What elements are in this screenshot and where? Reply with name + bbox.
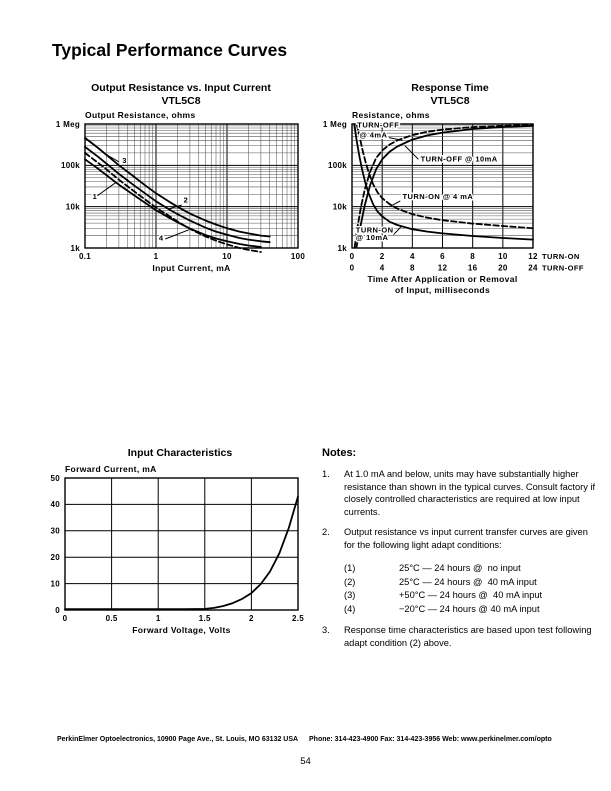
curve-label: @ 4mA bbox=[359, 130, 388, 140]
x-tick-label: 10 bbox=[222, 252, 232, 261]
x-tick-label: 10 bbox=[498, 252, 508, 261]
x-tick-label: 8 bbox=[470, 252, 476, 261]
x-tick-label: 1 bbox=[155, 614, 161, 623]
note-sub bbox=[344, 562, 598, 616]
adapt-condition-number: (4) bbox=[344, 603, 356, 614]
plot-border bbox=[65, 478, 298, 610]
x-tick-label: 0.5 bbox=[105, 614, 118, 623]
y-axis-header: Resistance, ohms bbox=[352, 110, 430, 120]
x-tick-label: 4 bbox=[409, 252, 415, 261]
curve-label: TURN-ON bbox=[355, 225, 394, 235]
x-axis-row-caption: TURN-ON bbox=[542, 252, 580, 261]
y-tick-label: 10 bbox=[50, 579, 60, 589]
x-tick-label: 0.1 bbox=[78, 252, 92, 261]
y-tick-label: 50 bbox=[50, 473, 60, 483]
x-tick-label: 100 bbox=[290, 252, 306, 261]
note-body bbox=[344, 624, 598, 649]
x-tick-label: 0 bbox=[62, 614, 68, 623]
x-tick-label: 20 bbox=[498, 263, 508, 273]
footer-contact: Phone: 314-423-4900 Fax: 314-423-3956 Web: www.perkinelmer.com/opto bbox=[309, 736, 552, 743]
adapt-condition-text: 25°C — 24 hours @ no input bbox=[399, 563, 521, 574]
note-num: 1. bbox=[322, 469, 330, 479]
y-tick-label: 100k bbox=[61, 161, 80, 171]
chart-input-characteristics-titles bbox=[50, 447, 310, 460]
x-tick-label: 2 bbox=[249, 614, 254, 623]
y-tick-label: 1 Meg bbox=[55, 119, 80, 129]
y-tick-label: 40 bbox=[50, 500, 60, 510]
curve-label: TURN-OFF @ 10mA bbox=[420, 154, 498, 164]
curve-label: @ 10mA bbox=[355, 232, 389, 242]
curve-turn-on-4-ma bbox=[357, 124, 533, 228]
chart-title: Output Resistance vs. Input Current bbox=[91, 82, 271, 94]
adapt-condition-number: (2) bbox=[344, 576, 356, 587]
curve-label: 2 bbox=[183, 195, 189, 205]
note-item bbox=[322, 468, 598, 518]
note-num: 3. bbox=[322, 625, 330, 636]
x-tick-label: 0 bbox=[349, 252, 355, 261]
x-axis-title: of Input, milliseconds bbox=[394, 285, 491, 295]
chart-subtitle: VTL5C8 bbox=[430, 95, 470, 108]
y-axis-header: Forward Current, mA bbox=[65, 464, 157, 474]
x-tick-label: 12 bbox=[437, 263, 448, 273]
note-num: 2. bbox=[322, 527, 330, 538]
y-axis-header: Output Resistance, ohms bbox=[85, 110, 196, 120]
label-leader-line bbox=[165, 230, 189, 239]
adapt-condition-text: +50°C — 24 hours @ 40 mA input bbox=[399, 590, 543, 601]
chart-response-time-titles bbox=[330, 82, 570, 108]
y-tick-label: 30 bbox=[50, 526, 60, 536]
x-tick-label: 16 bbox=[467, 263, 478, 273]
adapt-condition-text: −20°C — 24 hours @ 40 mA input bbox=[399, 603, 540, 614]
input-characteristics-chart bbox=[50, 461, 310, 641]
curve-label: 3 bbox=[122, 155, 127, 165]
note-body bbox=[344, 468, 598, 518]
chart-title: Input Characteristics bbox=[127, 447, 233, 459]
chart-output-resistance-titles bbox=[50, 82, 312, 108]
page-number: 54 bbox=[300, 756, 311, 767]
adapt-condition-row bbox=[344, 562, 598, 575]
label-leader-line bbox=[405, 146, 419, 160]
note-item bbox=[322, 526, 598, 616]
label-leader-line bbox=[391, 201, 400, 206]
x-tick-label: 1.5 bbox=[198, 614, 211, 623]
x-tick-label: 24 bbox=[528, 263, 538, 273]
note-text: Output resistance vs input current transfer curves are given for the following light adapt conditions: bbox=[344, 527, 588, 550]
note-text: At 1.0 mA and below, units may have substantially higher resistance than shown in the typical curves. Consult factory if closely controlled characteristics are required at low input currents. bbox=[344, 469, 596, 517]
adapt-condition-number: (3) bbox=[344, 590, 356, 601]
page-title: Typical Performance Curves bbox=[52, 39, 288, 60]
notes-section bbox=[322, 447, 598, 657]
x-tick-label: 0 bbox=[349, 263, 355, 273]
curve-label: TURN-ON @ 4 mA bbox=[402, 191, 474, 201]
response-time-chart bbox=[322, 108, 611, 300]
chart-subtitle: VTL5C8 bbox=[161, 95, 201, 108]
x-axis-title: Time After Application or Removal bbox=[367, 274, 518, 284]
adapt-condition-number: (1) bbox=[344, 563, 356, 574]
chart-title: Response Time bbox=[411, 82, 489, 94]
curve-label: 4 bbox=[158, 233, 164, 243]
adapt-condition-text: 25°C — 24 hours @ 40 mA input bbox=[399, 576, 537, 587]
x-tick-label: 1 bbox=[153, 252, 159, 261]
y-tick-label: 1 Meg bbox=[322, 119, 347, 129]
y-tick-label: 20 bbox=[50, 553, 60, 562]
y-tick-label: 100k bbox=[328, 161, 347, 171]
x-axis-row-caption: TURN-OFF bbox=[542, 263, 584, 273]
y-tick-label: 1k bbox=[70, 243, 80, 253]
x-tick-label: 4 bbox=[379, 263, 385, 273]
x-tick-label: 12 bbox=[528, 252, 538, 261]
y-tick-label: 10k bbox=[332, 202, 347, 212]
curve-forward-current bbox=[65, 497, 298, 610]
x-axis-title: Forward Voltage, Volts bbox=[132, 625, 231, 635]
note-text: Response time characteristics are based upon test following adapt condition (2) above. bbox=[344, 625, 592, 648]
y-tick-label: 1k bbox=[337, 243, 347, 253]
adapt-condition-row bbox=[344, 576, 598, 589]
y-tick-label: 10k bbox=[65, 202, 80, 212]
x-tick-label: 8 bbox=[409, 263, 415, 273]
adapt-condition-row bbox=[344, 603, 598, 616]
y-tick-label: 0 bbox=[55, 605, 60, 615]
label-leader-line bbox=[394, 226, 402, 235]
x-axis-title: Input Current, mA bbox=[152, 263, 231, 273]
curve-label: TURN-OFF bbox=[357, 120, 400, 130]
x-tick-label: 2 bbox=[379, 252, 385, 261]
note-item bbox=[322, 624, 598, 649]
output-resistance-chart bbox=[50, 108, 310, 278]
note-body bbox=[344, 526, 598, 616]
notes-list bbox=[322, 468, 598, 649]
curve-label: 1 bbox=[92, 191, 98, 201]
adapt-condition-row bbox=[344, 589, 598, 602]
footer-address: PerkinElmer Optoelectronics, 10900 Page Ave., St. Louis, MO 63132 USA bbox=[57, 736, 299, 743]
notes-heading: Notes: bbox=[322, 447, 357, 459]
x-tick-label: 6 bbox=[440, 252, 445, 261]
x-tick-label: 2.5 bbox=[291, 614, 305, 623]
